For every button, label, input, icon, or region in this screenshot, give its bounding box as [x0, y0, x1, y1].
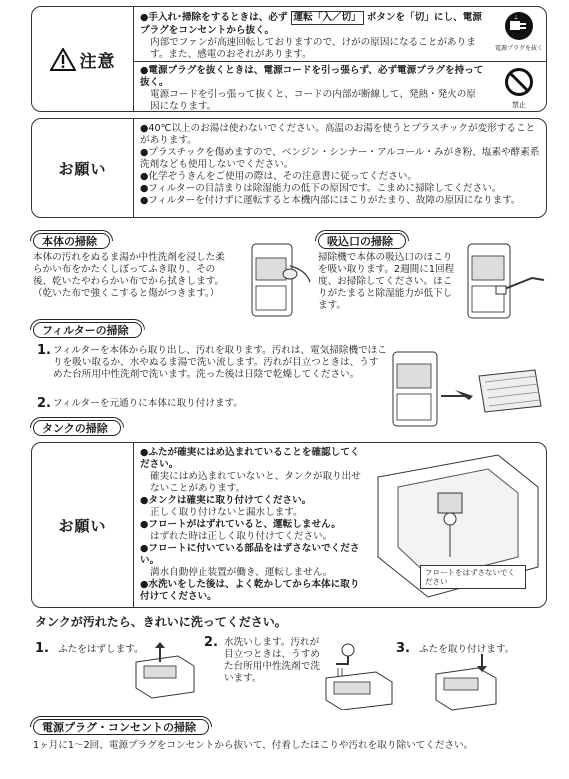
- unplug-icon-label: 電源プラグを抜く: [495, 45, 544, 52]
- request-item: ●フィルターを付けずに運転すると本機内部にほこりがたまり、故障の原因になります。: [140, 195, 521, 206]
- request-item: ●40℃以上のお湯は使わないでください。高温のお湯を使うとプラスチックが変形することがあります。: [140, 123, 536, 146]
- filter-removal-illustration: [385, 340, 545, 430]
- request-list-1: [140, 123, 542, 207]
- tank-step-2: 2. 水洗いします。汚れが目立つときは、うすめた台所用中性洗剤で洗います。: [204, 635, 320, 684]
- filter-step-1: 1. フィルターを本体から取り出し、汚れを取ります。汚れは、電気掃除機でほこりを吸い取るか、水やぬるま湯で洗い流します。汚れが目立つときは、うすめた台所用中性洗剤で洗います。洗った後は日陰で乾燥してください。: [37, 343, 387, 380]
- tank-request-item: ●ふたが確実にはめ込まれていることを確認してください。 確実にはめ込まれていないと、タンクが取り出せないことがあります。: [140, 447, 361, 494]
- dehumidifier-wipe-illustration: [240, 236, 312, 326]
- wash-tank-illustration: [318, 642, 398, 710]
- body-clean-note: （乾いた布で強くこすると傷がつきます。）: [33, 288, 220, 299]
- tank-request-item: ●フロートがはずれていると、運転しません。 はずれた時は正しく取り付けてください。: [140, 519, 341, 542]
- plug-clean-heading: 電源プラグ・コンセントの掃除: [33, 719, 209, 735]
- svg-text:⏚: ⏚: [513, 15, 520, 22]
- tank-step-1: 1. ふたをはずします。: [35, 641, 144, 656]
- tank-request-item: ●水洗いをした後は、よく乾かしてから本体に取り付けてください。: [140, 579, 360, 602]
- warning-triangle-icon: [50, 48, 76, 71]
- request-box-1: [31, 118, 547, 218]
- request-item: ●化学ぞうきんをご使用の際は、その注意書に従ってください。: [140, 171, 417, 182]
- attach-lid-illustration: [430, 652, 502, 712]
- filter-clean-heading: フィルターの掃除: [33, 322, 142, 338]
- request-label-1: お願い: [58, 159, 107, 178]
- tank-request-label-cell: [32, 443, 134, 607]
- caution-label: 注意: [79, 51, 116, 72]
- tank-request-label: お願い: [58, 516, 107, 535]
- tank-request-item: ●フロートに付いている部品をはずさないでください。 満水自動停止装置が働き、運転しません。: [140, 543, 360, 578]
- power-button-tag: 運転「入／切」: [291, 11, 364, 25]
- tank-clean-heading: タンクの掃除: [33, 420, 121, 436]
- request-label-cell-1: [32, 119, 134, 217]
- caution-item-1-bold2: ボタンを「切」にし、電源プラグをコンセントから抜く。: [140, 12, 482, 36]
- caution-label-cell: [32, 7, 134, 111]
- caution-divider: [133, 61, 546, 62]
- prohibited-icon: [495, 67, 543, 109]
- body-clean-heading: 本体の掃除: [33, 233, 110, 249]
- caution-box: [31, 6, 547, 112]
- caution-item-2-bold: 電源プラグを抜くときは、電源コードを引っ張らず、必ず電源プラグを持って抜く。: [140, 65, 484, 88]
- intake-clean-text: 掃除機で本体の吸込口のほこりを吸い取ります。2週間に1回程度、お掃除してください。ほこりがたまると除湿能力が低下します。: [318, 252, 455, 311]
- caution-item-1-text: 内部でファンが高速回転しておりますので、けがの原因になることがあります。また、感電のおそれがあります。: [150, 37, 476, 60]
- tank-dirty-title: タンクが汚れたら、きれいに洗ってください。: [35, 615, 287, 629]
- intake-clean-heading: 吸込口の掃除: [318, 233, 406, 249]
- plug-clean-text: 1ヶ月に1～2回、電源プラグをコンセントから抜いて、付着したほこりや汚れを取り除いてください。: [33, 740, 474, 751]
- tank-request-list: [140, 447, 365, 603]
- request-item: ●プラスチックを傷めますので、ベンジン・シンナー・アルコール・みがき粉、塩素や酵素系洗剤なども使用しないでください。: [140, 147, 540, 170]
- filter-step-2: 2. フィルターを元通りに本体に取り付けます。: [37, 396, 243, 411]
- caution-item-1: ●手入れ･掃除をするときは、必ず 運転「入／切」 ボタンを「切」にし、電源プラグをコンセントから抜く。 内部でファンが高速回転しておりますので、けがの原因になることがあります。また、感電のおそれがあります。: [140, 11, 485, 61]
- caution-item-2: ●電源プラグを抜くときは、電源コードを引っ張らず、必ず電源プラグを持って抜く。 電源コードを引っ張って抜くと、コードの内部が断線して、発熱・発火の原因になります。: [140, 65, 484, 112]
- unplug-icon: [495, 11, 543, 52]
- request-item: ●フィルターの目詰まりは除湿能力の低下の原因です。こまめに掃除してください。: [140, 183, 502, 194]
- caution-item-2-text: 電源コードを引っ張って抜くと、コードの内部が断線して、発熱・発火の原因になります。: [150, 89, 476, 112]
- tank-request-box: [31, 442, 547, 608]
- remove-lid-illustration: [130, 642, 200, 700]
- body-clean-text: 本体の汚れをぬるま湯か中性洗剤を浸した柔らかい布をかたくしぼってふき取り、その後、乾いたやわらかい布でから拭きします。 （乾いた布で強くこすると傷がつきます。）: [33, 252, 225, 299]
- prohibited-icon-label: 禁止: [512, 101, 526, 109]
- tank-step-3: 3. ふたを取り付けます。: [396, 641, 515, 656]
- tank-request-item: ●タンクは確実に取り付けてください。 正しく取り付けないと漏水します。: [140, 495, 312, 518]
- vacuum-intake-illustration: [462, 236, 546, 326]
- caution-item-1-bold: 手入れ･掃除をするときは、必ず: [148, 12, 288, 23]
- float-callout: フロートをはずさないでください: [420, 565, 526, 589]
